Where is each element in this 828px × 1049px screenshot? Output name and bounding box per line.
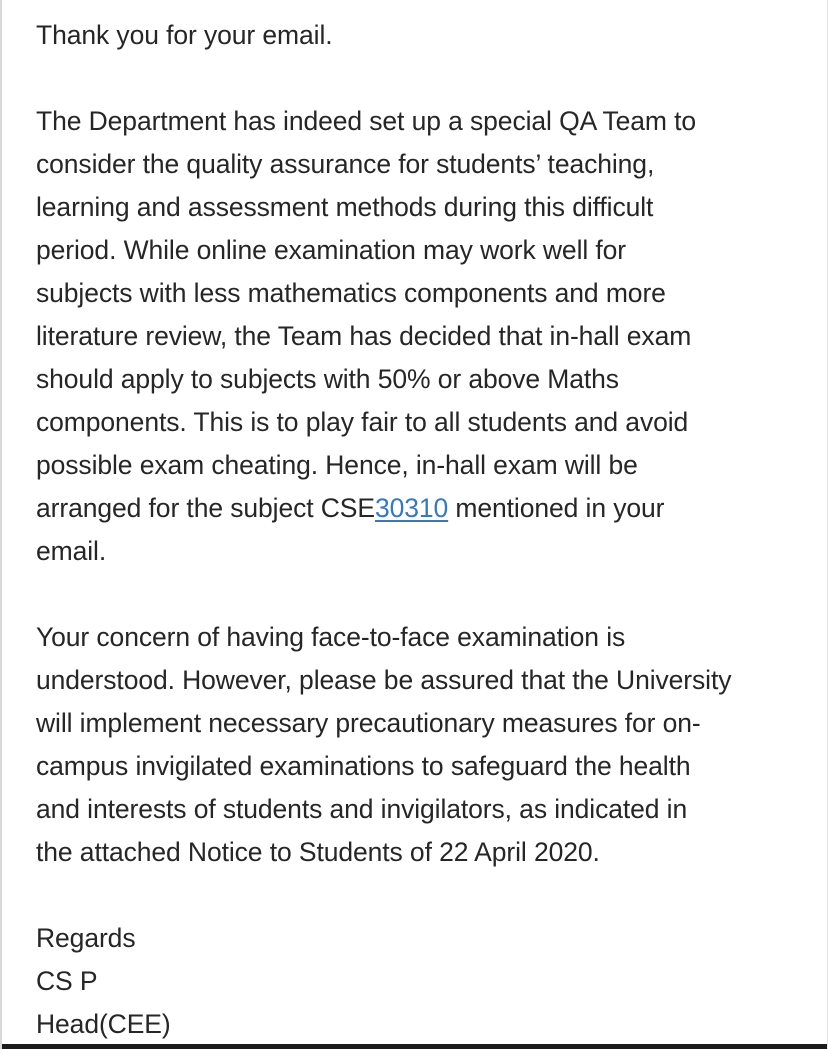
paragraph-line: should apply to subjects with 50% or above Maths [36,364,619,394]
paragraph-line: The Department has indeed set up a special QA Team to [36,106,697,136]
email-greeting: Thank you for your email. [36,20,333,50]
email-signature [36,917,816,1046]
paragraph-line: possible exam cheating. Hence, in-hall exam will be [36,450,638,480]
paragraph-line: learning and assessment methods during this difficult [36,192,654,222]
paragraph-line: subjects with less mathematics components and more [36,278,666,308]
signature-name: CS P [36,966,98,996]
paragraph-spacer [36,573,816,616]
email-paragraph-precautions [36,616,816,874]
email-body [36,14,816,1046]
paragraph-line: consider the quality assurance for students’ teaching, [36,149,655,179]
paragraph-line: the attached Notice to Students of 22 April 2020. [36,837,600,867]
paragraph-line: Your concern of having face-to-face examination is [36,622,626,652]
paragraph-spacer [36,874,816,917]
subject-suffix-text: mentioned in your [448,493,665,523]
paragraph-spacer [36,57,816,100]
email-paragraph-qa-team [36,100,816,573]
signature-title: Head(CEE) [36,1009,171,1039]
subject-code-link[interactable]: 30310 [374,493,449,523]
subject-prefix-text: arranged for the subject CSE [36,493,375,523]
paragraph-line: campus invigilated examinations to safeguard the health [36,751,691,781]
paragraph-line: understood. However, please be assured that the University [36,665,732,695]
bottom-divider [2,1044,827,1049]
paragraph-line-with-link [36,487,816,530]
paragraph-line: literature review, the Team has decided that in-hall exam [36,321,692,351]
paragraph-line: components. This is to play fair to all students and avoid [36,407,689,437]
paragraph-line: will implement necessary precautionary measures for on- [36,708,701,738]
paragraph-line: email. [36,536,107,566]
signature-closing: Regards [36,923,136,953]
paragraph-line: and interests of students and invigilators, as indicated in [36,794,688,824]
paragraph-line: period. While online examination may work well for [36,235,627,265]
